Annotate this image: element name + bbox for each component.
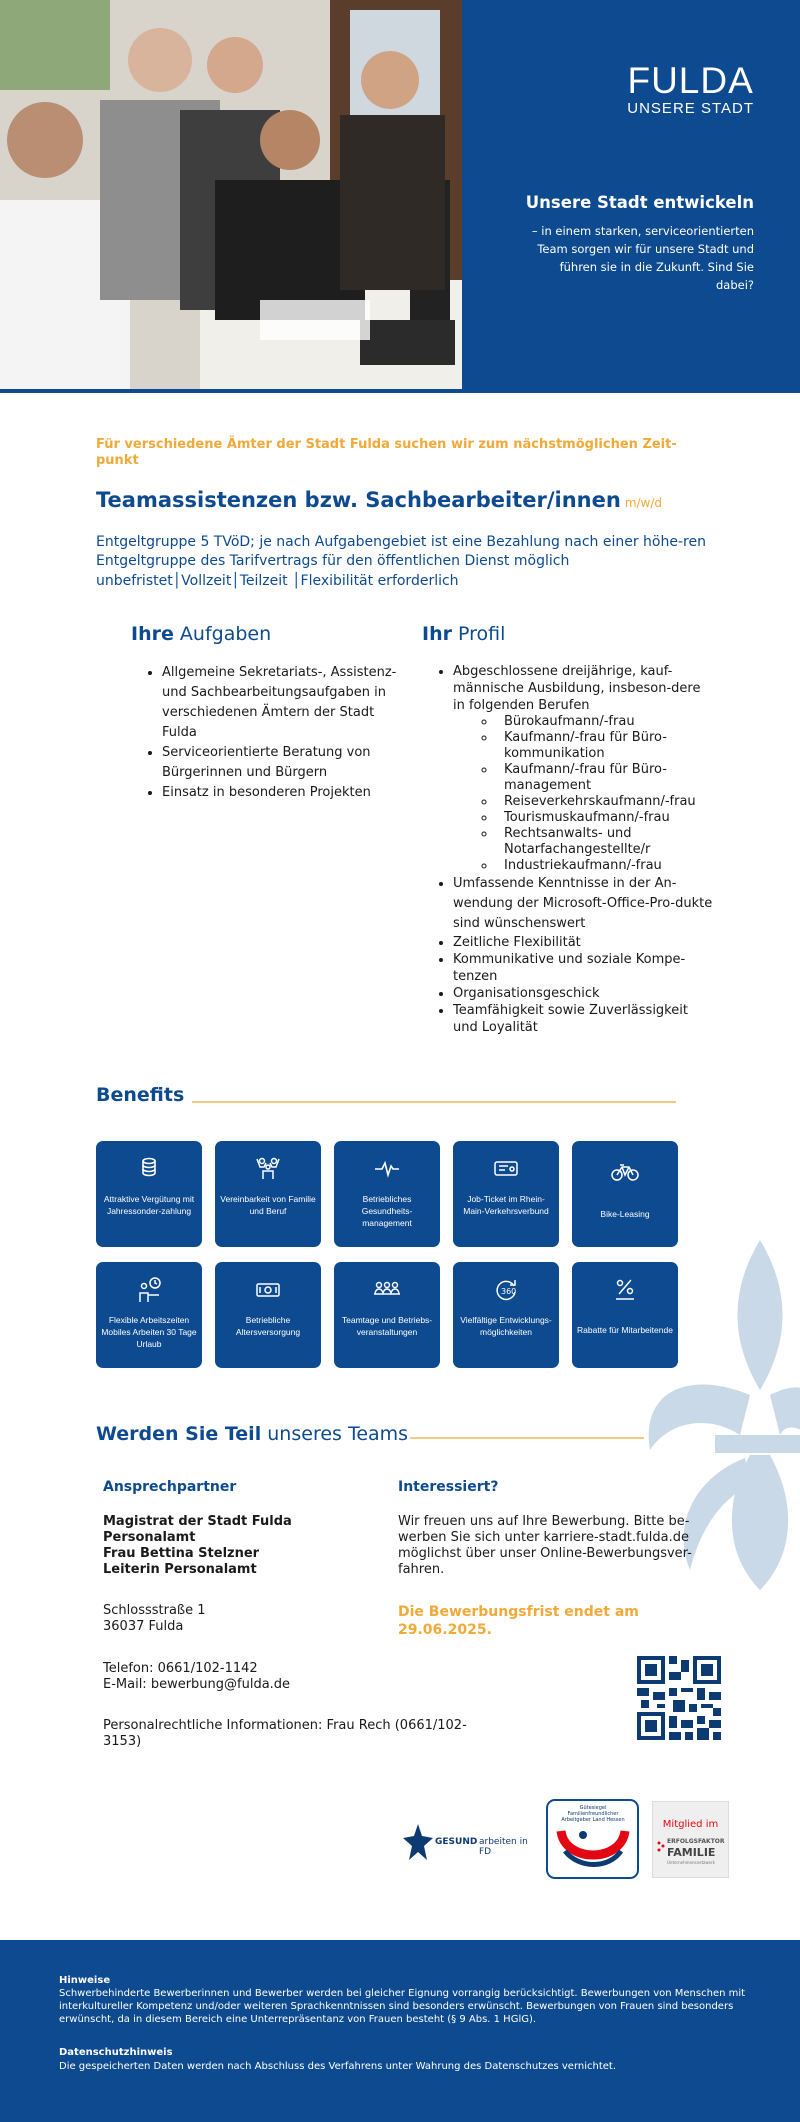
- clock-person-icon: [96, 1276, 202, 1302]
- dots-icon: [656, 1840, 666, 1854]
- percent-icon: [572, 1276, 678, 1302]
- benefit-label: Rabatte für Mitarbeitende: [577, 1325, 673, 1335]
- erfolgsfaktor-text: ERFOLGSFAKTOR: [667, 1838, 725, 1845]
- svg-text:360: 360: [501, 1287, 517, 1296]
- interest-text: Wir freuen uns auf Ihre Bewerbung. Bitte be-werben Sie sich unter karriere-stadt.fulda.de möglichst über unser Online-Bewerbungsver-fahren.: [398, 1514, 692, 1577]
- org-line: Frau Bettina Stelzner: [103, 1546, 260, 1561]
- profile-heading: [422, 623, 505, 645]
- family-icon: [215, 1155, 321, 1181]
- org-line: Leiterin Personalamt: [103, 1562, 257, 1577]
- benefit-label: Job-Ticket im Rhein-Main-Verkehrsverbund: [463, 1194, 549, 1216]
- list-item: ◦ Industriekaufmann/-frau: [496, 858, 713, 874]
- benefit-tile: [453, 1141, 559, 1247]
- erfolgsfaktor-familie-badge: [652, 1801, 729, 1878]
- benefit-tile: [334, 1262, 440, 1368]
- benefit-tile: [453, 1262, 559, 1368]
- benefit-label: Betriebliches Gesundheits-management: [361, 1194, 413, 1228]
- address-line: Schlossstraße 1: [103, 1603, 206, 1618]
- profile-heading-rest: Profil: [458, 623, 506, 645]
- footer: [0, 1940, 800, 2122]
- list-item: • Organisationsgeschick: [453, 985, 713, 1002]
- gender-note: m/w/d: [624, 496, 663, 510]
- intro-lead: Für verschiedene Ämter der Stadt Fulda suchen wir zum nächstmöglichen Zeit-punkt: [96, 437, 677, 468]
- heartbeat-icon: [334, 1155, 440, 1181]
- list-item: ◦ Reiseverkehrskaufmann/-frau: [496, 794, 713, 810]
- org-line: Magistrat der Stadt Fulda: [103, 1514, 292, 1529]
- job-list: [496, 714, 713, 874]
- hr-info: Personalrechtliche Informationen: Frau Rech (0661/102-3153): [103, 1718, 467, 1749]
- application-deadline: Die Bewerbungsfrist endet am 29.06.2025.: [398, 1604, 639, 1638]
- team-rule: [410, 1437, 644, 1439]
- benefit-label: Flexible Arbeitszeiten Mobiles Arbeiten 30 Tage Urlaub: [101, 1315, 197, 1349]
- list-item: ◦ Bürokaufmann/-frau: [496, 714, 713, 730]
- benefit-tile: [572, 1262, 678, 1368]
- salary-info: Entgeltgruppe 5 TVöD; je nach Aufgabengebiet ist eine Bezahlung nach einer höhe-ren Entgeltgruppe des Tarifvertrags für den öffentlichen Dienst möglich: [96, 534, 706, 569]
- list-item: • Zeitliche Flexibilität: [453, 934, 713, 951]
- hints-text: Schwerbehinderte Bewerberinnen und Bewerber werden bei gleicher Eignung vorrangig berücksichtigt. Bewerbungen von Menschen mit interkultureller Kompetenz und/oder weiteren Sprachkenntnissen sind besonders erwünscht. Bewerbungen von Frauen sind besonders erwünscht, da in diesem Bereich eine Unterrepräsentanz von Frauen besteht (§ 9 Abs. 1 HGlG).: [59, 1988, 746, 2025]
- privacy-heading: Datenschutzhinweis: [59, 2047, 173, 2058]
- interest-heading: Interessiert?: [398, 1479, 499, 1495]
- benefit-tile: [334, 1141, 440, 1247]
- job-title-text: Teamassistenzen bzw. Sachbearbeiter/innen: [96, 488, 621, 512]
- benefit-label: Vereinbarkeit von Familie und Beruf: [220, 1194, 316, 1216]
- team-photo: [0, 0, 462, 393]
- list-item: • Umfassende Kenntnisse in der An-wendung der Microsoft-Office-Pro-dukte sind wünschenswert: [453, 874, 713, 934]
- qr-code[interactable]: [637, 1656, 721, 1740]
- list-item: [453, 663, 713, 874]
- list-item: ◦ Kaufmann/-frau für Büro-management: [496, 762, 713, 794]
- benefit-tile: [96, 1262, 202, 1368]
- benefits-heading-text: Benefits: [96, 1084, 185, 1106]
- coins-icon: [96, 1155, 202, 1181]
- list-item: ◦ Rechtsanwalts- und Notarfachangestellte/r: [496, 826, 713, 858]
- money-icon: [215, 1276, 321, 1302]
- benefit-label: Bike-Leasing: [600, 1209, 650, 1219]
- tasks-heading: [131, 623, 271, 645]
- gesund-sub: arbeiten in FD: [479, 1837, 528, 1857]
- star-icon: [403, 1822, 433, 1862]
- job-title: [96, 488, 662, 512]
- list-item: • Allgemeine Sekretariats-, Assistenz- und Sachbearbeitungsaufgaben in verschiedenen Ämtern der Stadt Fulda: [162, 663, 412, 743]
- team-icon: [334, 1276, 440, 1302]
- seal-text: Gütesiegel Familienfreundlicher Arbeitgeber Land Hessen: [561, 1805, 625, 1823]
- team-heading: [96, 1423, 408, 1445]
- hero-blue-panel: [462, 0, 800, 393]
- hero-headline: Unsere Stadt entwickeln: [525, 193, 754, 212]
- ticket-icon: [453, 1155, 559, 1181]
- team-photo-illustration: [0, 0, 462, 393]
- contact-organization: [103, 1514, 292, 1578]
- benefit-label: Vielfältige Entwicklungs-möglichkeiten: [460, 1315, 552, 1337]
- list-item: ◦ Kaufmann/-frau für Büro-kommunikation: [496, 730, 713, 762]
- benefit-label: Betriebliche Altersversorgung: [235, 1315, 301, 1337]
- gesund-word: GESUND: [435, 1837, 478, 1847]
- familie-text: FAMILIE: [667, 1846, 716, 1859]
- netzwerk-text: Unternehmensnetzwerk: [667, 1860, 715, 1865]
- contact-phone-email: [103, 1661, 290, 1693]
- list-item: • Kommunikative und soziale Kompe-tenzen: [453, 951, 713, 985]
- list-item: ◦ Tourismuskaufmann/-frau: [496, 810, 713, 826]
- hero-text: – in einem starken, serviceorientierten Team sorgen wir für unsere Stadt und führen sie in die Zukunft. Sind Sie dabei?: [531, 224, 754, 292]
- team-heading-bold: Werden Sie Teil: [96, 1423, 262, 1445]
- address-line: 36037 Fulda: [103, 1619, 184, 1634]
- growth-icon: [453, 1276, 559, 1302]
- tasks-heading-bold: Ihre: [131, 623, 174, 645]
- org-line: Personalamt: [103, 1530, 196, 1545]
- seal-graphic: [555, 1825, 631, 1871]
- benefit-label: Teamtage und Betriebs-veranstaltungen: [341, 1315, 433, 1337]
- profile-heading-bold: Ihr: [422, 623, 452, 645]
- tasks-list: [142, 663, 412, 803]
- logo-subtitle: UNSERE STADT: [627, 100, 754, 117]
- hints-heading: Hinweise: [59, 1975, 111, 1986]
- list-item: • Einsatz in besonderen Projekten: [162, 783, 412, 803]
- mitglied-text: Mitglied im: [662, 1819, 719, 1830]
- familienfreundlich-seal: [546, 1799, 639, 1879]
- list-item: • Teamfähigkeit sowie Zuverlässigkeit und Loyalität: [453, 1002, 713, 1036]
- team-heading-rest: unseres Teams: [267, 1423, 409, 1445]
- benefits-rule: [192, 1101, 676, 1103]
- contact-phone: Telefon: 0661/102-1142: [103, 1661, 258, 1676]
- contact-heading: Ansprechpartner: [103, 1479, 237, 1495]
- gesund-arbeiten-logo: [403, 1820, 538, 1866]
- hero-banner: [0, 0, 800, 393]
- benefits-heading: [96, 1084, 184, 1106]
- contact-email[interactable]: E-Mail: bewerbung@fulda.de: [103, 1677, 291, 1692]
- logo-wordmark: FULDA: [627, 60, 754, 101]
- contact-address: [103, 1603, 206, 1635]
- bike-icon: [572, 1161, 678, 1187]
- fulda-logo: [627, 60, 754, 117]
- profile-item-education: Abgeschlossene dreijährige, kauf-männische Ausbildung, insbeson-dere in folgenden Berufen: [453, 664, 701, 713]
- benefit-tile: [572, 1141, 678, 1247]
- employment-conditions: unbefristet│Vollzeit│Teilzeit │Flexibilität erforderlich: [96, 573, 459, 589]
- benefit-tile: [215, 1262, 321, 1368]
- profile-list: [433, 663, 713, 1036]
- list-item: • Serviceorientierte Beratung von Bürgerinnen und Bürgern: [162, 743, 412, 783]
- benefit-tile: [215, 1141, 321, 1247]
- benefit-label: Attraktive Vergütung mit Jahressonder-zahlung: [103, 1194, 195, 1216]
- tasks-heading-rest: Aufgaben: [179, 623, 272, 645]
- hero-underline: [0, 389, 800, 393]
- benefit-tile: [96, 1141, 202, 1247]
- privacy-text: Die gespeicherten Daten werden nach Abschluss des Verfahrens unter Wahrung des Datenschutzes vernichtet.: [59, 2061, 617, 2072]
